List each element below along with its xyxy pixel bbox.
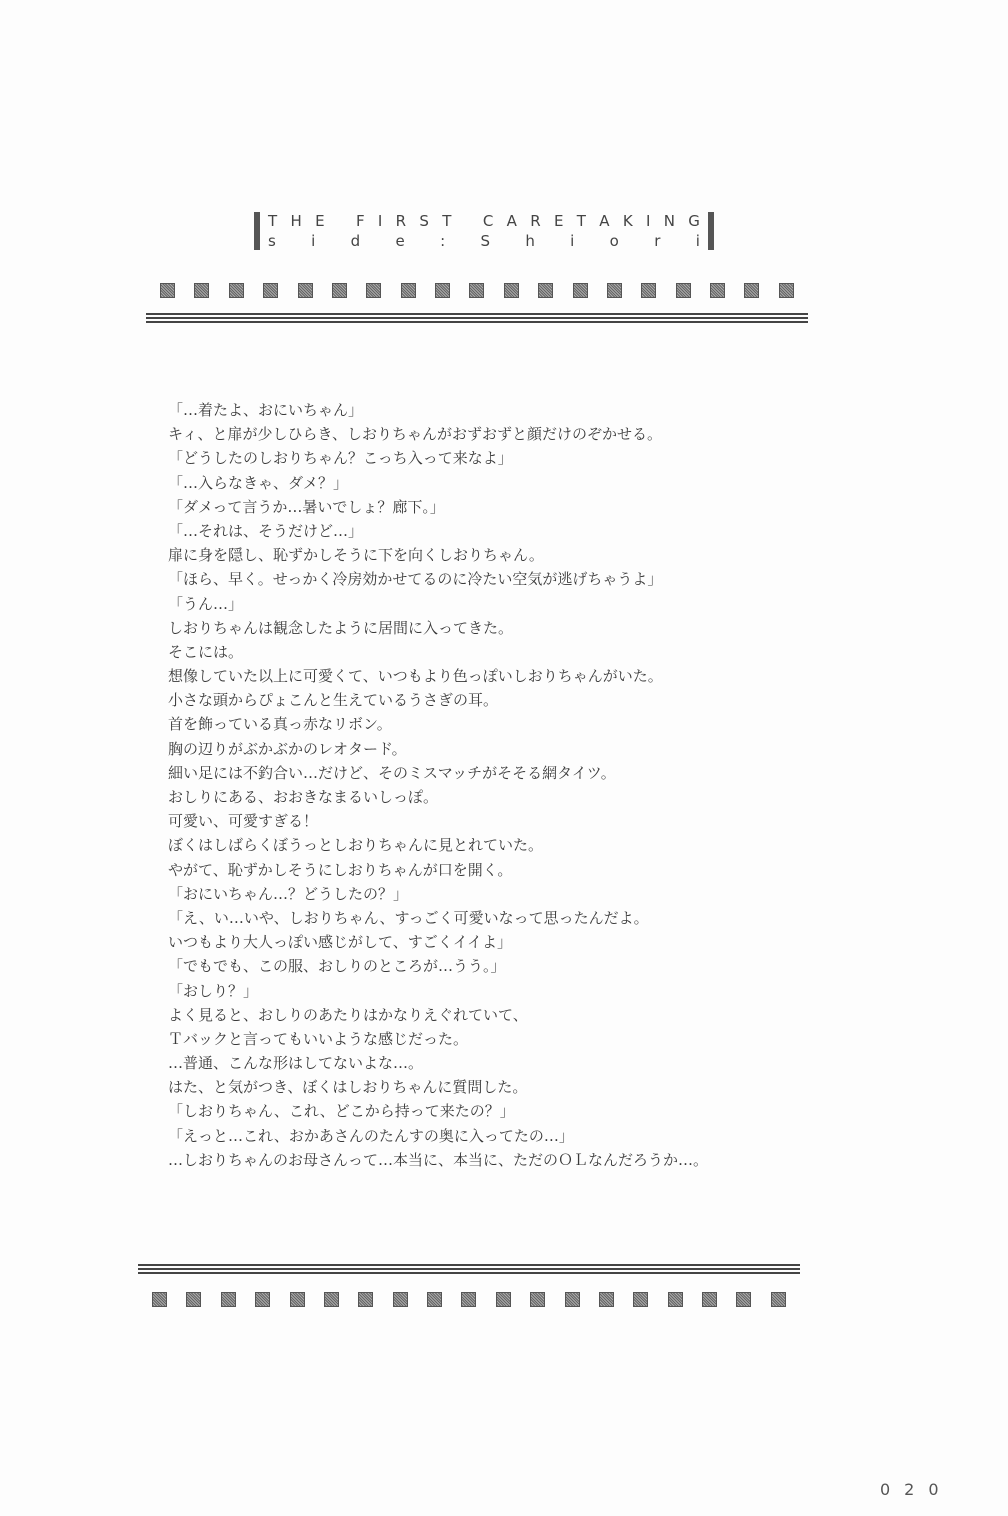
text-line: 細い足には不釣合い…だけど、そのミスマッチがそそる網タイツ。 [168, 763, 616, 782]
title-letter: S [419, 212, 429, 230]
text-line: 「でもでも、この服、おしりのところが…うう。」 [168, 957, 506, 976]
title-letter: T [442, 212, 452, 230]
decorative-square [530, 1292, 545, 1307]
divider-rule-bottom [138, 1264, 800, 1274]
decorative-square [358, 1292, 373, 1307]
text-line: 小さな頭からぴょこんと生えているうさぎの耳。 [168, 691, 499, 710]
title-letter: r [654, 232, 661, 250]
decorative-square [160, 283, 175, 298]
decorative-square [366, 283, 381, 298]
title-letter: G [688, 212, 700, 230]
text-line: そこには。 [168, 642, 244, 661]
text-line: 「ほら、早く。せっかく冷房効かせてるのに冷たい空気が逃げちゃうよ」 [168, 570, 663, 589]
decorative-square [573, 283, 588, 298]
decorative-square [668, 1292, 683, 1307]
decorative-square [186, 1292, 201, 1307]
decorative-square [461, 1292, 476, 1307]
decorative-square [332, 283, 347, 298]
text-line: 「おにいちゃん…？どうしたの？」 [168, 884, 409, 903]
decorative-square [599, 1292, 614, 1307]
title-letter: T [268, 212, 278, 230]
title-letter: : [440, 232, 446, 250]
text-line: 「えっと…これ、おかあさんのたんすの奥に入ってたの…」 [168, 1126, 574, 1145]
title-letter: i [311, 232, 316, 250]
text-line: 想像していた以上に可愛くて、いつもより色っぽいしおりちゃんがいた。 [168, 667, 663, 686]
decorative-square [641, 283, 656, 298]
title-letter: F [355, 212, 365, 230]
decorative-square [263, 283, 278, 298]
chapter-title-block [254, 210, 714, 252]
decorative-square [221, 1292, 236, 1307]
title-letter: E [553, 212, 564, 230]
decorative-square [538, 283, 553, 298]
chapter-subtitle [268, 232, 700, 250]
decorative-square [676, 283, 691, 298]
text-line: おしりにある、おおきなまるいしっぽ。 [168, 788, 439, 806]
text-line: キィ、と扉が少しひらき、しおりちゃんがおずおずと顔だけのぞかせる。 [168, 425, 662, 444]
decorative-square [779, 283, 794, 298]
decorative-square [607, 283, 622, 298]
title-letter: d [350, 232, 361, 250]
decorative-square [633, 1292, 648, 1307]
text-line: 扉に身を隠し、恥ずかしそうに下を向くしおりちゃん。 [168, 546, 544, 565]
decorative-square [393, 1292, 408, 1307]
decorative-squares-bottom [152, 1292, 786, 1307]
text-line: やがて、恥ずかしそうにしおりちゃんが口を開く。 [168, 860, 513, 879]
title-letter: R [530, 212, 541, 230]
decorative-squares-top [160, 283, 794, 298]
decorative-square [324, 1292, 339, 1307]
decorative-square [504, 283, 519, 298]
text-line: 「…それは、そうだけど…」 [168, 521, 364, 540]
title-bracket-left [254, 212, 260, 250]
title-letter: C [482, 212, 494, 230]
text-line: 「ダメって言うか…暑いでしょ？廊下。」 [168, 497, 445, 516]
decorative-square [435, 283, 450, 298]
text-line: 「どうしたのしおりちゃん？こっち入って来なよ」 [168, 449, 513, 468]
decorative-square [496, 1292, 511, 1307]
divider-rule-top [146, 313, 808, 323]
decorative-square [290, 1292, 305, 1307]
title-letter: i [695, 232, 700, 250]
decorative-square [152, 1292, 167, 1307]
text-line: 首を飾っている真っ赤なリボン。 [168, 715, 392, 734]
decorative-square [255, 1292, 270, 1307]
title-letter [338, 212, 343, 230]
title-letter: N [663, 212, 675, 230]
decorative-square [469, 283, 484, 298]
text-line: 可愛い、可愛すぎる！ [168, 812, 319, 831]
text-line: 「おしり？」 [168, 981, 259, 1000]
text-line: 「え、い…いや、しおりちゃん、すっごく可愛いなって思ったんだよ。 [168, 908, 649, 927]
decorative-square [744, 283, 759, 298]
decorative-square [427, 1292, 442, 1307]
title-letter: K [622, 212, 633, 230]
story-text [168, 398, 788, 1172]
text-line: いつもより大人っぽい感じがして、すごくイイよ」 [168, 933, 512, 952]
title-letter [465, 212, 470, 230]
title-letter: S [480, 232, 490, 250]
title-letter: i [570, 232, 575, 250]
title-letter: T [576, 212, 586, 230]
chapter-title [268, 212, 700, 230]
title-letter: h [525, 232, 535, 250]
decorative-square [736, 1292, 751, 1307]
title-bracket-right [708, 212, 714, 250]
text-line: ぼくはしばらくぼうっとしおりちゃんに見とれていた。 [168, 836, 544, 855]
text-line: 「うん…」 [168, 594, 244, 613]
text-line: 胸の辺りがぶかぶかのレオタード。 [168, 739, 407, 758]
title-letter: R [395, 212, 407, 230]
decorative-square [771, 1292, 786, 1307]
title-letter: A [506, 212, 517, 230]
title-letter: I [645, 212, 651, 230]
text-line: Ｔバックと言ってもいいような感じだった。 [168, 1029, 469, 1048]
text-line: …しおりちゃんのお母さんって…本当に、本当に、ただのＯＬなんだろうか…。 [168, 1150, 709, 1169]
title-letter: e [395, 232, 405, 250]
decorative-square [229, 283, 244, 298]
text-line: しおりちゃんは観念したように居間に入ってきた。 [168, 618, 514, 637]
decorative-square [298, 283, 313, 298]
page-number: 020 [880, 1480, 953, 1499]
title-letter: E [315, 212, 325, 230]
decorative-square [702, 1292, 717, 1307]
text-line: はた、と気がつき、ぼくはしおりちゃんに質問した。 [168, 1078, 528, 1097]
text-line: …普通、こんな形はしてないよな…。 [168, 1054, 424, 1073]
text-line: よく見ると、おしりのあたりはかなりえぐれていて、 [168, 1005, 528, 1024]
text-line: 「…着たよ、おにいちゃん」 [168, 401, 364, 419]
decorative-square [710, 283, 725, 298]
text-line: 「しおりちゃん、これ、どこから持って来たの？」 [168, 1102, 515, 1121]
title-letter: s [268, 232, 276, 250]
decorative-square [565, 1292, 580, 1307]
decorative-square [401, 283, 416, 298]
title-letter: H [290, 212, 302, 230]
text-line: 「…入らなきゃ、ダメ？」 [168, 473, 349, 492]
title-letter: I [377, 212, 383, 230]
decorative-square [194, 283, 209, 298]
title-letter: A [599, 212, 610, 230]
title-letter: o [609, 232, 619, 250]
